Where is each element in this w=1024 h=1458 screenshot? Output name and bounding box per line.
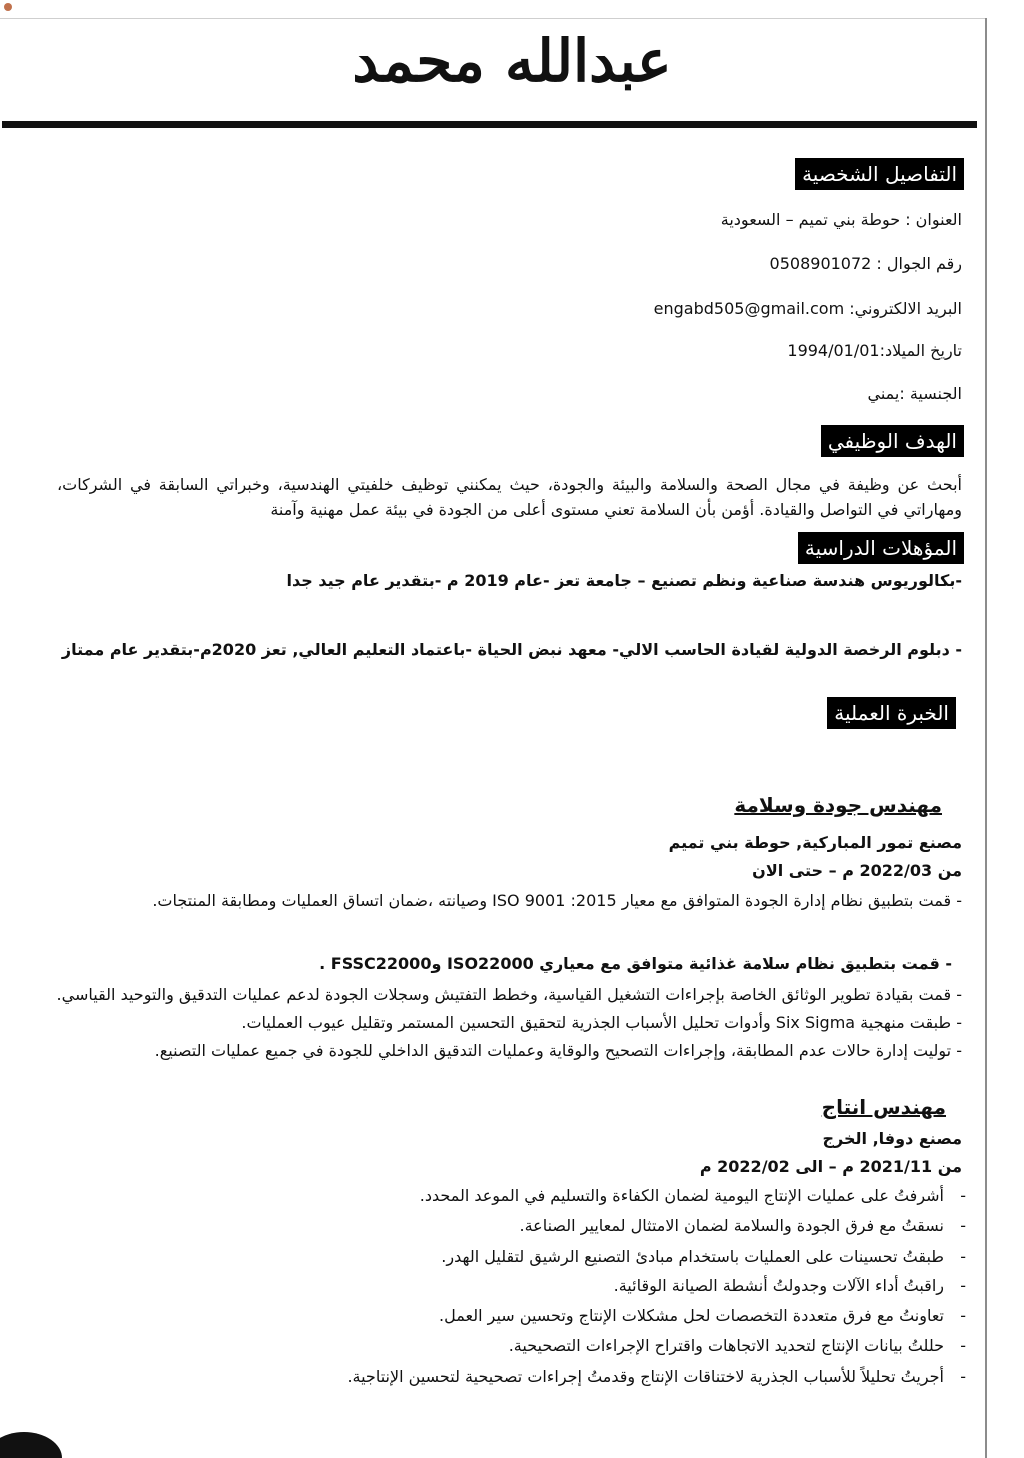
personal-heading: التفاصيل الشخصية xyxy=(795,158,964,190)
objective-text: أبحث عن وظيفة في مجال الصحة والسلامة والبيئة والجودة، حيث يمكنني توظيف خلفيتي الهندسية، وخبراتي السابقة في الشركات، ومهاراتي في التواصل والقيادة. أؤمن بأن السلامة تعني مستوى أعلى من الجودة في بيئة عمل مهنية وآمنة xyxy=(57,475,962,519)
resume-name: عبدالله محمد xyxy=(352,27,672,95)
job-period: من 2022/03 م – حتى الان xyxy=(752,861,962,880)
bullet-marker: - xyxy=(960,1216,966,1235)
job-bullet: حللتُ بيانات الإنتاج لتحديد الاتجاهات واقتراح الإجراءات التصحيحية. xyxy=(508,1336,944,1355)
bullet-marker: - xyxy=(960,1186,966,1205)
address: العنوان : حوطة بني تميم – السعودية xyxy=(720,210,962,229)
corner-dot xyxy=(4,3,12,11)
job-title: مهندس جودة وسلامة xyxy=(734,793,942,817)
education-heading: المؤهلات الدراسية xyxy=(798,532,964,564)
nationality: الجنسية :يمني xyxy=(867,384,962,403)
job-company: مصنع تمور المباركية, حوطة بني تميم xyxy=(668,833,962,852)
corner-shadow xyxy=(0,1432,62,1458)
job-bullet: - قمت بتطبيق نظام سلامة غذائية متوافق مع معياري ISO22000 وFSSC22000 . xyxy=(319,954,952,973)
job-period: من 2021/11 م – الى 2022/02 م xyxy=(699,1157,962,1176)
email: البريد الالكتروني: engabd505@gmail.com xyxy=(653,299,962,318)
job-company: مصنع دوفا, الخرج xyxy=(822,1129,962,1148)
job-bullet: راقبتُ أداء الآلات وجدولتُ أنشطة الصيانة الوقائية. xyxy=(613,1276,944,1295)
job-bullet: - قمت بقيادة تطوير الوثائق الخاصة بإجراءات التشغيل القياسية، وخطط التفتيش وسجلات الجودة لدعم عمليات التدقيق والتوحيد القياسي. xyxy=(56,985,962,1004)
education-item: - دبلوم الرخصة الدولية لقيادة الحاسب الالي- معهد نبض الحياة -باعتماد التعليم العالي, تعز 2020م-بتقدير عام ممتاز xyxy=(61,640,962,659)
bullet-marker: - xyxy=(960,1247,966,1266)
job-bullet: طبقتُ تحسينات على العمليات باستخدام مبادئ التصنيع الرشيق لتقليل الهدر. xyxy=(441,1247,944,1266)
job-bullet: - توليت إدارة حالات عدم المطابقة، وإجراءات التصحيح والوقاية وعمليات التدقيق الداخلي للجودة في جميع عمليات التصنيع. xyxy=(154,1041,962,1060)
name-divider xyxy=(2,121,977,128)
job-bullet: تعاونتُ مع فرق متعددة التخصصات لحل مشكلات الإنتاج وتحسين سير العمل. xyxy=(439,1306,944,1325)
education-item: -بكالوريوس هندسة صناعية ونظم تصنيع – جامعة تعز -عام 2019 م -بتقدير عام جيد جدا xyxy=(286,571,962,590)
objective-heading: الهدف الوظيفي xyxy=(821,425,964,457)
bullet-marker: - xyxy=(960,1306,966,1325)
mobile: رقم الجوال : 0508901072 xyxy=(769,254,962,273)
bullet-marker: - xyxy=(960,1276,966,1295)
job-bullet: نسقتُ مع فرق الجودة والسلامة لضمان الامتثال لمعايير الصناعة. xyxy=(519,1216,944,1235)
job-title: مهندس انتاج xyxy=(821,1095,946,1119)
job-bullet: أجريتُ تحليلاً للأسباب الجذرية لاختناقات الإنتاج وقدمتُ إجراءات تصحيحية لتحسين الإنتاجية. xyxy=(347,1367,944,1386)
top-border xyxy=(0,18,987,19)
bullet-marker: - xyxy=(960,1336,966,1355)
experience-heading: الخبرة العملية xyxy=(827,697,956,729)
job-bullet: - قمت بتطبيق نظام إدارة الجودة المتوافق مع معيار 2015: ISO 9001 وصيانته ،ضمان اتساق العمليات ومطابقة المنتجات. xyxy=(152,891,962,910)
right-border xyxy=(985,18,987,1458)
birth-date: تاريخ الميلاد:1994/01/01 xyxy=(787,341,962,360)
job-bullet: - طبقت منهجية Six Sigma وأدوات تحليل الأسباب الجذرية لتحقيق التحسين المستمر وتقليل عيوب العمليات. xyxy=(241,1013,962,1032)
bullet-marker: - xyxy=(960,1367,966,1386)
job-bullet: أشرفتُ على عمليات الإنتاج اليومية لضمان الكفاءة والتسليم في الموعد المحدد. xyxy=(419,1186,944,1205)
